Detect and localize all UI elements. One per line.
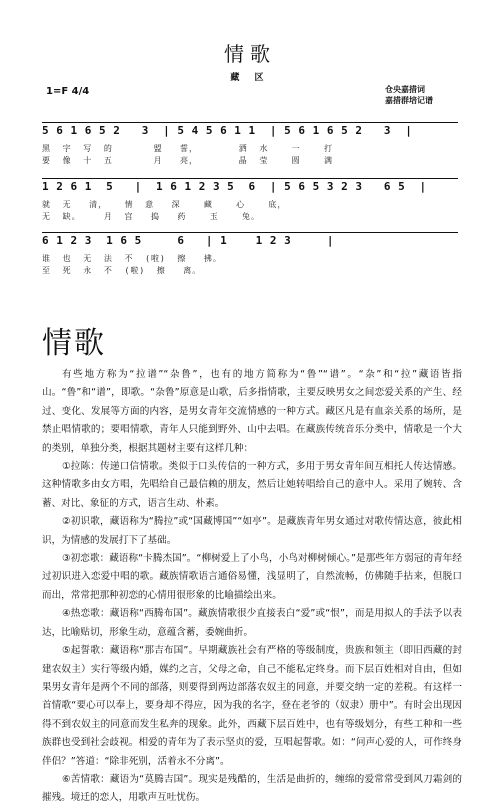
paragraph-first-meeting: ②初识歌，藏语称为“腾拉”或“国藏博国”“如亭”。是藏族青年男女通过对歌传情达意，彼此相识，为情感的发展打下了基础。 xyxy=(42,516,462,546)
key-signature: 1=F 4/4 xyxy=(46,86,90,97)
notation-row: 1 2 6 1 5 | 1 6 1 2 3 5 6 | 5 6 5 3 2 3 6 5 | xyxy=(42,180,427,193)
notation-row: 5 6 1 6 5 2 3 | 5 4 5 6 1 1 | 5 6 1 6 5 2 3 | xyxy=(42,124,413,137)
lyric-line: 黑 字 写 的 盟 誓， 洒 水 一 打 xyxy=(42,144,333,153)
paragraph-sorrow: ⑥苦情歌：藏语为“莫腾吉国”。现实是残酷的，生活是曲折的，缠绵的爱常常受到风刀霜剑的摧残。境迁的恋人，用歌声互吐忧伤。 xyxy=(42,773,462,804)
lyric-line: 就 无 清， 情 意 深 藏 心 底， xyxy=(42,200,287,209)
notation-row: 6 1 2 3 1 6 5 6 | 1 1 2 3 | xyxy=(42,234,335,247)
region-label: 藏 区 xyxy=(230,73,270,83)
paragraph-oath: ⑤起誓歌：藏语称“那吉布国”。早期藏族社会有严格的等级制度，贵族和领主（即旧西藏的封建农奴主）实行等级内婚，媒约之言，父母之命，自己不能私定终身。而下层百姓相对自由，但如果男女青年是两个不同的部落，则要得到两边部落农奴主的同意，并要交纳一定的差税。有这样一首情歌“要心可以奉上，要身却不得应，因为我的名字，登在老爷的（奴隶）册中”。有时会出现因得不到农奴主的同意而发生私奔的现象。此外，西藏下层百姓中，也有等级划分，有些工种和一些族群也受到社会歧视。相爱的青年为了表示坚贞的爱，互唱起誓歌。如：“问声心爱的人，可作终身伴侣？”答道：“除非死别，活着永不分离”。 xyxy=(42,645,462,767)
paragraph-first-love: ③初恋歌：藏语称“卡腾杰国”。“柳树爱上了小鸟，小鸟对柳树倾心。”是那些年方弱冠的青年经过初识进入恋爱中唱的歌。藏族情歌语言通俗易懂，浅显明了，自然流畅，仿佛随手拈来，但脱口而出，常常把那种初恋的心情用很形象的比喻描绘出来。 xyxy=(42,553,462,601)
notation-credit: 嘉措群培记谱 xyxy=(385,96,433,105)
paragraph-intro: 有些地方称为“拉谱”“杂鲁”，也有的地方简称为“鲁”“谱”。“杂”和“拉”藏语皆指山。“鲁”和“谱”，即歌。“杂鲁”原意是山歌，后多指情歌，主要反映男女之间恋爱关系的产生、经过、变化、发展等方面的内容，是男女青年交流情感的一种方式。藏区凡是有血亲关系的场所，是禁止唱情歌的；要唱情歌，青年人只能到野外、山中去唱。在藏族传统音乐分类中，情歌是一个大的类别，单独分类，根据其题材主要有这样几种： xyxy=(42,369,462,454)
paragraph-passion: ④热恋歌：藏语称“西腾布国”。藏族情歌很少直接表白“爱”或“恨”，而是用拟人的手法予以表达，比喻贴切，形象生动，意蕴含蓄，委婉曲折。 xyxy=(42,608,462,638)
score-title: 情歌 xyxy=(224,42,276,66)
lyric-line: 至 死 永 不 (啦) 擦 离。 xyxy=(42,266,202,275)
lyricist-credit: 仓央嘉措词 xyxy=(385,85,425,94)
lyric-line: 无 缺。 月 宫 捣 药 玉 兔。 xyxy=(42,212,260,221)
lyric-line: 要 像 十 五 月 亮， 晶 莹 圆 满 xyxy=(42,156,333,165)
paragraph-lachen: ①拉陈：传递口信情歌。类似于口头传信的一种方式，多用于男女青年间互相托人传达情感。这种情歌多由女方唱，先唱给自己最信赖的朋友，然后让她转唱给自己的意中人。采用了婉转、含蓄、对比、象征的方式，语言生动、朴素。 xyxy=(42,461,462,509)
article-body xyxy=(42,366,462,808)
article-heading: 情歌 xyxy=(42,326,106,361)
staff-line xyxy=(42,232,458,233)
staff-line xyxy=(42,122,458,123)
staff-line xyxy=(42,178,458,179)
lyric-line: 谁 也 无 法 不 (啦) 擦 拂。 xyxy=(42,254,222,263)
